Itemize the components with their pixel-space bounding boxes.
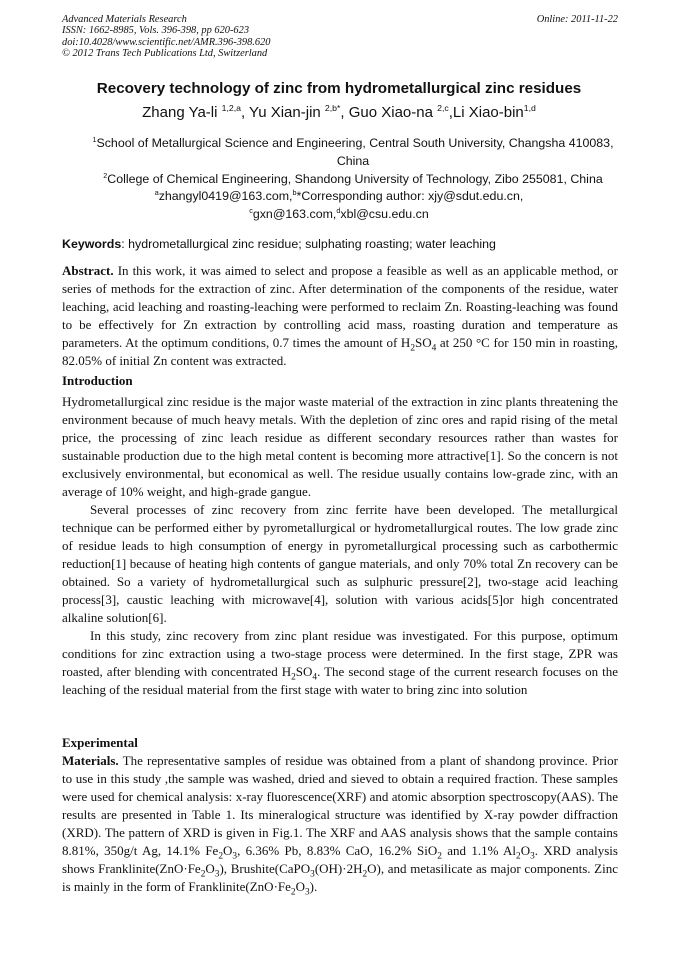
affiliation-text: College of Chemical Engineering, Shandong University of Technology, Zibo 255081, China bbox=[107, 172, 603, 186]
materials-text: , 6.36% Pb, 8.83% CaO, 16.2% SiO bbox=[237, 843, 438, 858]
author-name: ,Li Xiao-bin bbox=[448, 104, 524, 121]
author-name: , Guo Xiao-na bbox=[340, 104, 438, 121]
subscript: 2 bbox=[437, 851, 442, 862]
subscript: 2 bbox=[200, 869, 206, 880]
materials-text: The representative samples of residue was obtained from a plant of shandong province. Prior to use in this study ,the sample was washed, dried and sieved to obtain a required fraction. These samples were used for chemical analysis: x-ray fluorescence(XRF) and atomic absorption spectroscopy(AAS). The results are presented in Table 1. Its mineralogical structure was identified by X-ray powder diffraction (XRD). The pattern of XRD is given in Fig.1. The XRF and AAS analysis shows that the sample contains 8.81%, 350g/t Ag, 14.1% Fe bbox=[62, 753, 618, 858]
abstract-paragraph bbox=[62, 262, 618, 370]
email-a: zhangyl0419@163.com, bbox=[158, 189, 293, 203]
author-list bbox=[0, 103, 678, 123]
materials-text: O), and metasilicate as major components. Zinc is mainly in the form of Franklinite(ZnO·Fe bbox=[62, 861, 618, 894]
email-sup: c bbox=[249, 205, 253, 215]
author-affil-sup: 1,2,a bbox=[221, 103, 241, 113]
subscript: 4 bbox=[312, 672, 318, 683]
online-date: Online: 2011-11-22 bbox=[536, 14, 618, 25]
materials-text: . XRD analysis shows Franklinite(ZnO·Fe bbox=[62, 843, 618, 876]
copyright-line: © 2012 Trans Tech Publications Ltd, Switzerland bbox=[62, 48, 268, 60]
author-affil-sup: 2,c bbox=[437, 103, 449, 113]
keywords-label: Keywords bbox=[62, 237, 122, 251]
intro-text: SO bbox=[295, 664, 313, 679]
intro-text: . The second stage of the current research focuses on the leaching of the residual material from the first stage with water to bring zinc into solution bbox=[62, 664, 618, 697]
author-affil-sup: 2,b* bbox=[324, 103, 341, 113]
materials-text: and 1.1% Al bbox=[441, 843, 517, 858]
affiliation-sup: 1 bbox=[92, 134, 97, 144]
journal-name: Advanced Materials Research bbox=[62, 14, 187, 25]
subscript: 2 bbox=[291, 672, 296, 683]
experimental-heading: Experimental bbox=[62, 735, 138, 750]
materials-paragraph bbox=[62, 752, 618, 896]
email-d: xbl@csu.edu.cn bbox=[340, 207, 429, 221]
materials-label: Materials. bbox=[62, 753, 119, 768]
introduction-heading: Introduction bbox=[62, 373, 133, 388]
keywords bbox=[62, 236, 618, 252]
subscript: 3 bbox=[232, 851, 238, 862]
subscript: 2 bbox=[362, 869, 368, 880]
email-line-2 bbox=[0, 205, 678, 223]
materials-text: O bbox=[205, 861, 215, 876]
materials-text: O bbox=[295, 879, 305, 894]
email-c: gxn@163.com, bbox=[252, 207, 337, 221]
intro-text: In this study, zinc recovery from zinc plant residue was investigated. For this purpose, optimum conditions for zinc extraction using a two-stage process were determined. In the first stage, ZPR was roasted, after blending with concentrated H bbox=[62, 628, 618, 679]
abstract-label: Abstract. bbox=[62, 263, 114, 278]
subscript: 3 bbox=[310, 869, 315, 880]
subscript: 3 bbox=[530, 851, 535, 862]
abstract-text: at 250 °C for 150 min in roasting, 82.05% of initial Zn content was extracted. bbox=[62, 335, 618, 368]
journal-header bbox=[62, 14, 618, 60]
paper-title: Recovery technology of zinc from hydrometallurgical zinc residues bbox=[96, 80, 582, 97]
intro-paragraph-2: Several processes of zinc recovery from zinc ferrite have been developed. The metallurgical technique can be performed either by pyrometallurgical or hydrometallurgical routes. The low grade zinc of residue leads to high consumption of energy in pyrometallurgical processing such as carbothermic reduction[1] because of heating high contents of gangue materials, and only 70% total Zn recovery can be obtained. So a variety of hydrometallurgical such as sulphuric pressure[2], two-stage acid leaching process[3], caustic leaching with microwave[4], solution with various acids[5]or high concentrated alkaline solution[6]. bbox=[62, 502, 618, 625]
affiliation-text: School of Metallurgical Science and Engineering, Central South University, Changsha 410083, China bbox=[96, 136, 614, 168]
author-name: Zhang Ya-li bbox=[142, 104, 222, 121]
email-line-1 bbox=[0, 187, 678, 205]
subscript: 2 bbox=[218, 851, 223, 862]
email-sup: a bbox=[154, 187, 159, 197]
subscript: 2 bbox=[516, 851, 521, 862]
materials-text: (OH)·2H bbox=[314, 861, 363, 876]
materials-text: O bbox=[223, 843, 233, 858]
subscript: 3 bbox=[214, 869, 220, 880]
materials-text: ), Brushite(CaPO bbox=[219, 861, 311, 876]
subscript: 3 bbox=[304, 887, 310, 898]
email-b: *Corresponding author: xjy@sdut.edu.cn, bbox=[296, 189, 524, 203]
abstract-text: In this work, it was aimed to select and propose a feasible as well as an applicable method, or series of methods for the extraction of zinc. After determination of the components of the residue, water leaching, acid leaching and roasting-leaching were performed to reclaim Zn. Roasting-leaching was found to be effectively for Zn extraction by controlling acid mass, roasting duration and temperature as parameters. At the optimum conditions, 0.7 times the amount of H bbox=[62, 263, 618, 350]
intro-paragraph-3 bbox=[62, 627, 618, 699]
subscript: 4 bbox=[431, 343, 437, 354]
subscript: 2 bbox=[290, 887, 296, 898]
email-sup: b bbox=[292, 187, 297, 197]
materials-text: ). bbox=[309, 879, 318, 894]
affiliation-2 bbox=[80, 170, 626, 188]
doi-line: doi:10.4028/www.scientific.net/AMR.396-398.620 bbox=[62, 36, 271, 48]
subscript: 2 bbox=[410, 343, 415, 354]
author-affil-sup: 1,d bbox=[523, 103, 536, 113]
issn-line: ISSN: 1662-8985, Vols. 396-398, pp 620-623 bbox=[62, 25, 250, 37]
author-name: , Yu Xian-jin bbox=[240, 104, 325, 121]
materials-text: O bbox=[520, 843, 531, 858]
affiliation-1 bbox=[80, 134, 626, 170]
affiliation-sup: 2 bbox=[103, 170, 108, 180]
abstract-text: SO bbox=[415, 335, 432, 350]
email-sup: d bbox=[336, 205, 341, 215]
intro-paragraph-1: Hydrometallurgical zinc residue is the major waste material of the extraction in zinc plants threatening the environment because of much heavy metals. With the depletion of zinc ores and rapid rising of the metal price, the processing of zinc leach residue as different secondary resources rather than wastes for sustainable production due to the high metal content is becoming more attractive[1]. So the concern is not exclusively environmental, but economical as well. The residue usually contains low-grade zinc, with an average of 10% weight, and high-grade gangue. bbox=[62, 394, 618, 499]
keywords-text: : hydrometallurgical zinc residue; sulphating roasting; water leaching bbox=[121, 237, 496, 251]
